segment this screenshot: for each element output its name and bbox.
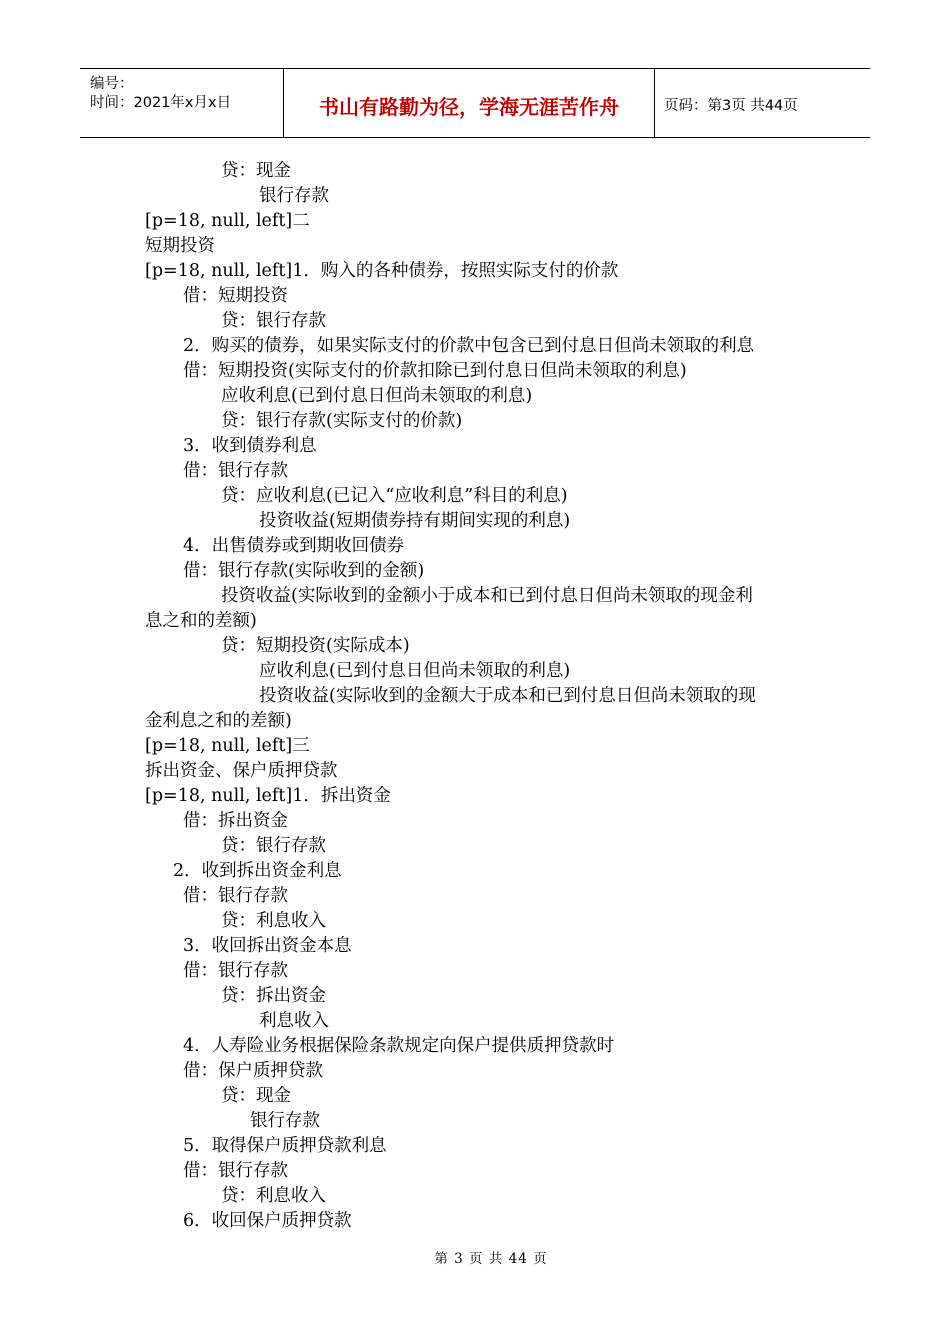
text-line: 应收利息(已到付息日但尚未领取的利息) xyxy=(259,661,571,681)
text-line: 借：短期投资 xyxy=(183,286,288,306)
text-line: [p=18, null, left]二 xyxy=(145,211,310,231)
text-line: [p=18, null, left]1．拆出资金 xyxy=(145,786,391,806)
text-line: 借：短期投资(实际支付的价款扣除已到付息日但尚未领取的利息) xyxy=(183,361,687,381)
document-number-label: 编号： xyxy=(90,76,134,92)
text-line: 2．收到拆出资金利息 xyxy=(173,861,342,881)
section-heading: 短期投资 xyxy=(145,236,215,256)
page-info: 页码：第3页 共44页 xyxy=(664,98,798,114)
text-line: 贷：利息收入 xyxy=(221,911,326,931)
text-line: 3．收回拆出资金本息 xyxy=(183,936,352,956)
text-line: 贷：银行存款 xyxy=(221,836,326,856)
text-line: 贷：应收利息(已记入“应收利息”科目的利息) xyxy=(221,486,568,506)
document-date: 时间：2021年x月x日 xyxy=(90,95,232,111)
text-line: [p=18, null, left]三 xyxy=(145,736,310,756)
text-line: 4．人寿险业务根据保险条款规定向保户提供质押贷款时 xyxy=(183,1036,615,1056)
text-line: 金利息之和的差额) xyxy=(145,711,292,731)
text-line: 贷：银行存款(实际支付的价款) xyxy=(221,411,463,431)
text-line: 借：保户质押贷款 xyxy=(183,1061,323,1081)
text-line: 贷：短期投资(实际成本) xyxy=(221,636,410,656)
text-line: 应收利息(已到付息日但尚未领取的利息) xyxy=(221,386,533,406)
section-heading: 拆出资金、保户质押贷款 xyxy=(145,761,338,781)
text-line: 6．收回保户质押贷款 xyxy=(183,1211,352,1231)
text-line: 借：银行存款 xyxy=(183,886,288,906)
text-line: 3．收到债券利息 xyxy=(183,436,317,456)
text-line: 贷：现金 xyxy=(221,161,291,181)
text-line: 贷：银行存款 xyxy=(221,311,326,331)
text-line: 息之和的差额) xyxy=(145,611,257,631)
text-line: 投资收益(实际收到的金额小于成本和已到付息日但尚未领取的现金利 xyxy=(221,586,753,606)
text-line: 贷：现金 xyxy=(221,1086,291,1106)
text-line: 5．取得保户质押贷款利息 xyxy=(183,1136,387,1156)
text-line: 借：银行存款 xyxy=(183,461,288,481)
page-footer: 第 3 页 共 44 页 xyxy=(434,1251,548,1267)
text-line: 贷：拆出资金 xyxy=(221,986,326,1006)
text-line: 投资收益(短期债券持有期间实现的利息) xyxy=(259,511,571,531)
text-line: 4．出售债券或到期收回债券 xyxy=(183,536,405,556)
text-line: 借：银行存款(实际收到的金额) xyxy=(183,561,425,581)
text-line: 借：银行存款 xyxy=(183,1161,288,1181)
text-line: 投资收益(实际收到的金额大于成本和已到付息日但尚未领取的现 xyxy=(259,686,756,706)
text-line: 贷：利息收入 xyxy=(221,1186,326,1206)
text-line: [p=18, null, left]1．购入的各种债券，按照实际支付的价款 xyxy=(145,261,619,281)
text-line: 借：拆出资金 xyxy=(183,811,288,831)
text-line: 2．购买的债券，如果实际支付的价款中包含已到付息日但尚未领取的利息 xyxy=(183,336,755,356)
text-line: 银行存款 xyxy=(250,1111,320,1131)
text-line: 银行存款 xyxy=(259,186,329,206)
text-line: 借：银行存款 xyxy=(183,961,288,981)
motto: 书山有路勤为径，学海无涯苦作舟 xyxy=(319,95,619,119)
text-line: 利息收入 xyxy=(259,1011,329,1031)
